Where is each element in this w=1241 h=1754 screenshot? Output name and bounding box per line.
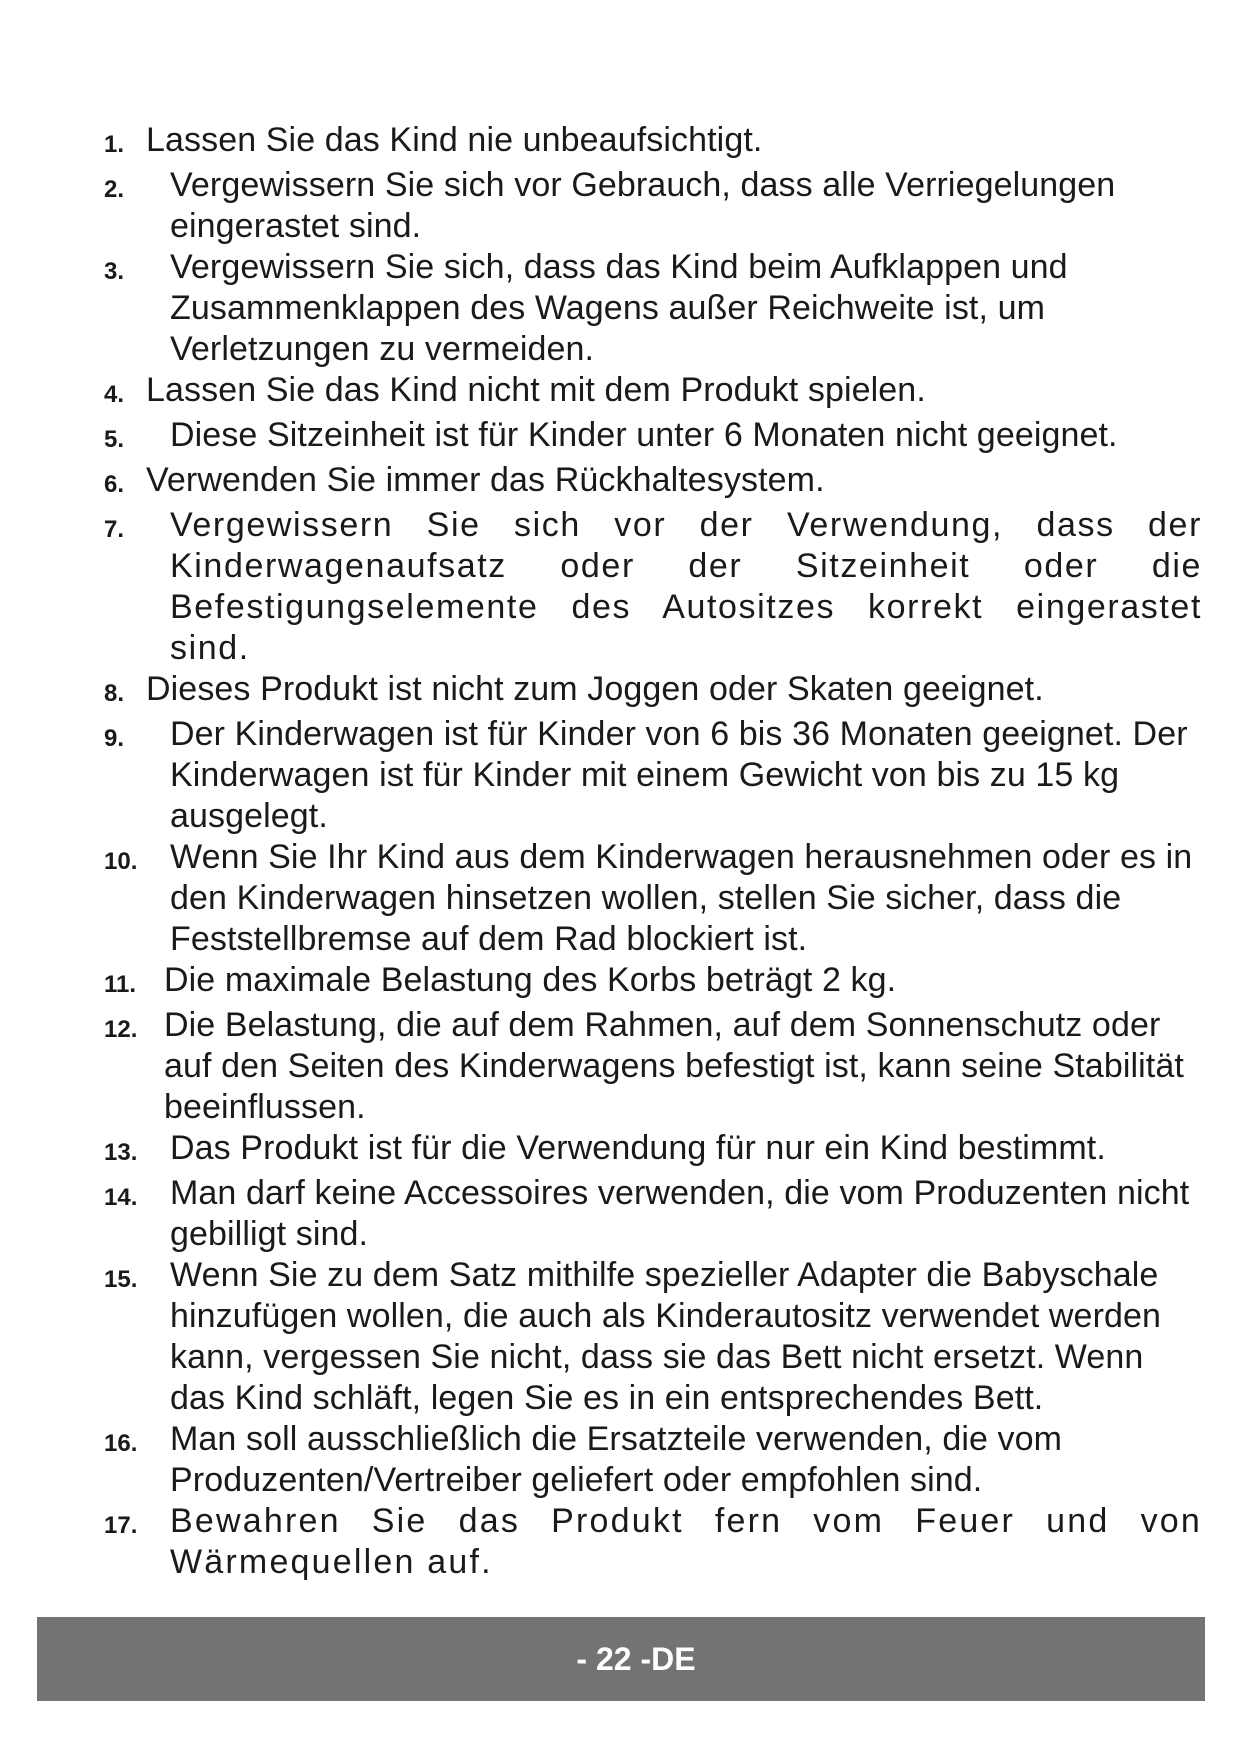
- item-text: Dieses Produkt ist nicht zum Joggen oder Skaten geeignet.: [146, 670, 1044, 708]
- list-item-15: [104, 1255, 1202, 1419]
- item-text: Der Kinderwagen ist für Kinder von 6 bis 36 Monaten geeignet. Der Kinderwagen ist für Kinder mit einem Gewicht von bis zu 15 kg ausgelegt.: [170, 715, 1188, 835]
- list-item-12: [104, 1005, 1202, 1128]
- item-text: Verwenden Sie immer das Rückhaltesystem.: [146, 461, 825, 499]
- page-number-label: - 22 -DE: [576, 1640, 696, 1677]
- item-text: Lassen Sie das Kind nie unbeaufsichtigt.: [146, 121, 763, 159]
- item-number: 3.: [104, 258, 125, 285]
- item-text: Lassen Sie das Kind nicht mit dem Produkt spielen.: [146, 371, 926, 409]
- item-number: 10.: [104, 848, 138, 875]
- list-item-13: [104, 1128, 1202, 1173]
- list-item-4: [104, 370, 1202, 415]
- item-number: 8.: [104, 680, 125, 707]
- item-number: 1.: [104, 131, 125, 158]
- item-number: 5.: [104, 426, 125, 453]
- list-item-3: [104, 247, 1202, 370]
- list-item-9: [104, 714, 1202, 837]
- list-item-1: [104, 120, 1202, 165]
- list-item-16: [104, 1419, 1202, 1501]
- list-item-2: [104, 165, 1202, 247]
- item-text: Vergewissern Sie sich vor der Verwendung, dass der Kinderwagenaufsatz oder der Sitzeinheit oder die Befestigungselemente des Autositzes korrekt eingerastet sind.: [170, 506, 1202, 667]
- list-item-14: [104, 1173, 1202, 1255]
- page-footer-bar: [37, 1617, 1205, 1701]
- list-item-17: [104, 1501, 1202, 1583]
- item-text: Diese Sitzeinheit ist für Kinder unter 6 Monaten nicht geeignet.: [170, 416, 1118, 454]
- item-text: Vergewissern Sie sich vor Gebrauch, dass alle Verriegelungen eingerastet sind.: [170, 166, 1116, 245]
- item-number: 7.: [104, 516, 125, 543]
- item-number: 11.: [104, 971, 137, 998]
- item-number: 4.: [104, 381, 125, 408]
- item-number: 15.: [104, 1266, 138, 1293]
- item-number: 12.: [104, 1016, 138, 1043]
- safety-instructions-list: [104, 120, 1202, 1583]
- item-text: Das Produkt ist für die Verwendung für nur ein Kind bestimmt.: [170, 1129, 1106, 1167]
- item-text: Wenn Sie zu dem Satz mithilfe spezieller Adapter die Babyschale hinzufügen wollen, die auch als Kinderautositz verwendet werden kann, vergessen Sie nicht, dass sie das Bett nicht ersetzt. Wenn das Kind schläft, legen Sie es in ein entsprechendes Bett.: [170, 1256, 1162, 1417]
- item-number: 16.: [104, 1430, 138, 1457]
- item-text: Wenn Sie Ihr Kind aus dem Kinderwagen herausnehmen oder es in den Kinderwagen hinsetzen wollen, stellen Sie sicher, dass die Feststellbremse auf dem Rad blockiert ist.: [170, 838, 1193, 958]
- item-number: 2.: [104, 176, 125, 203]
- item-text: Die Belastung, die auf dem Rahmen, auf dem Sonnenschutz oder auf den Seiten des Kinderwagens befestigt ist, kann seine Stabilität beeinflussen.: [164, 1006, 1184, 1126]
- list-item-10: [104, 837, 1202, 960]
- list-item-8: [104, 669, 1202, 714]
- item-text: Man soll ausschließlich die Ersatzteile verwenden, die vom Produzenten/Vertreiber geliefert oder empfohlen sind.: [170, 1420, 1063, 1499]
- item-number: 6.: [104, 471, 125, 498]
- item-number: 9.: [104, 725, 125, 752]
- item-number: 17.: [104, 1512, 138, 1539]
- list-item-5: [104, 415, 1202, 460]
- list-item-7: [104, 505, 1202, 669]
- list-item-11: [104, 960, 1202, 1005]
- item-text: Die maximale Belastung des Korbs beträgt 2 kg.: [164, 961, 897, 999]
- item-text: Bewahren Sie das Produkt fern vom Feuer und von Wärmequellen auf.: [170, 1502, 1202, 1581]
- item-number: 14.: [104, 1184, 138, 1211]
- item-text: Man darf keine Accessoires verwenden, die vom Produzenten nicht gebilligt sind.: [170, 1174, 1190, 1253]
- item-number: 13.: [104, 1139, 138, 1166]
- item-text: Vergewissern Sie sich, dass das Kind beim Aufklappen und Zusammenklappen des Wagens außer Reichweite ist, um Verletzungen zu vermeiden.: [170, 248, 1068, 368]
- list-item-6: [104, 460, 1202, 505]
